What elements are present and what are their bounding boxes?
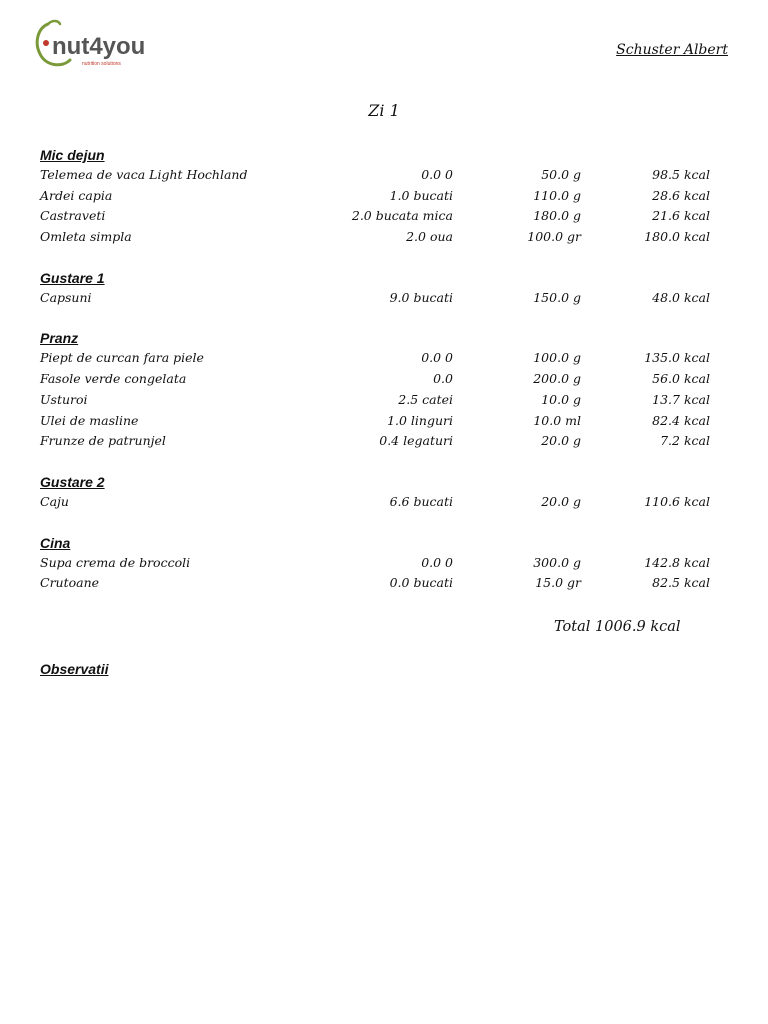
food-amount: 20.0 g bbox=[541, 433, 581, 449]
food-kcal: 13.7 kcal bbox=[652, 391, 710, 407]
logo-wordmark: nut4you bbox=[52, 33, 146, 60]
food-amount: 100.0 g bbox=[533, 350, 581, 366]
food-amount: 200.0 g bbox=[533, 371, 581, 387]
food-name: Frunze de patrunjel bbox=[40, 433, 166, 449]
food-row bbox=[40, 573, 712, 594]
food-quantity: 2.0 bucata mica bbox=[351, 208, 453, 224]
food-name: Fasole verde congelata bbox=[40, 371, 187, 387]
food-amount: 15.0 gr bbox=[535, 575, 581, 591]
meal-section-gustare-1 bbox=[40, 268, 712, 309]
nut4you-logo bbox=[34, 16, 154, 72]
food-row bbox=[40, 186, 712, 207]
food-row bbox=[40, 492, 712, 513]
food-name: Ardei capia bbox=[40, 187, 113, 203]
meal-section-gustare-2 bbox=[40, 472, 712, 513]
food-quantity: 2.5 catei bbox=[398, 391, 453, 407]
food-name: Castraveti bbox=[40, 208, 106, 224]
food-amount: 180.0 g bbox=[533, 208, 581, 224]
food-amount: 10.0 ml bbox=[533, 412, 581, 428]
food-name: Supa crema de broccoli bbox=[40, 554, 191, 570]
meal-section-pranz bbox=[40, 328, 712, 451]
food-name: Usturoi bbox=[40, 391, 88, 407]
food-quantity: 9.0 bucati bbox=[389, 289, 453, 305]
food-row bbox=[40, 165, 712, 186]
food-kcal: 135.0 kcal bbox=[644, 350, 710, 366]
food-quantity: 0.0 0 bbox=[421, 350, 453, 366]
meal-section-mic-dejun bbox=[40, 145, 712, 248]
food-kcal: 56.0 kcal bbox=[652, 371, 710, 387]
food-name: Capsuni bbox=[40, 289, 92, 305]
food-amount: 20.0 g bbox=[541, 493, 581, 509]
meal-title: Mic dejun bbox=[40, 147, 105, 163]
logo-tagline: nutrition solutions bbox=[82, 61, 121, 67]
food-row bbox=[40, 206, 712, 227]
food-kcal: 110.6 kcal bbox=[644, 493, 710, 509]
food-amount: 150.0 g bbox=[533, 289, 581, 305]
meal-title: Pranz bbox=[40, 330, 79, 347]
food-row bbox=[40, 227, 712, 248]
food-kcal: 98.5 kcal bbox=[652, 167, 710, 182]
food-name: Caju bbox=[40, 493, 69, 509]
food-kcal: 21.6 kcal bbox=[652, 208, 710, 224]
food-quantity: 0.0 0 bbox=[421, 554, 453, 570]
food-quantity: 0.0 0 bbox=[421, 167, 453, 182]
food-kcal: 82.4 kcal bbox=[652, 412, 710, 428]
food-amount: 100.0 gr bbox=[527, 229, 581, 245]
meal-plan bbox=[40, 145, 712, 614]
food-row bbox=[40, 369, 712, 390]
food-kcal: 7.2 kcal bbox=[660, 433, 710, 449]
food-name: Omleta simpla bbox=[40, 229, 132, 245]
food-kcal: 82.5 kcal bbox=[652, 575, 710, 591]
food-amount: 300.0 g bbox=[533, 554, 581, 570]
food-amount: 50.0 g bbox=[541, 167, 581, 182]
food-kcal: 180.0 kcal bbox=[644, 229, 710, 245]
food-row bbox=[40, 390, 712, 411]
food-quantity: 2.0 oua bbox=[406, 229, 453, 245]
food-quantity: 0.4 legaturi bbox=[379, 433, 453, 449]
food-name: Telemea de vaca Light Hochland bbox=[40, 167, 248, 182]
meal-title: Gustare 1 bbox=[40, 269, 105, 286]
food-quantity: 6.6 bucati bbox=[389, 493, 453, 509]
food-row bbox=[40, 348, 712, 369]
food-row bbox=[40, 431, 712, 452]
food-kcal: 48.0 kcal bbox=[652, 289, 710, 305]
client-name: Schuster Albert bbox=[616, 42, 728, 58]
food-quantity: 1.0 linguri bbox=[387, 412, 453, 428]
food-row bbox=[40, 411, 712, 432]
meal-section-cina bbox=[40, 533, 712, 594]
food-name: Crutoane bbox=[40, 575, 100, 591]
day-title: Zi 1 bbox=[368, 101, 400, 120]
food-kcal: 142.8 kcal bbox=[644, 554, 710, 570]
meal-title: Cina bbox=[40, 534, 71, 551]
food-kcal: 28.6 kcal bbox=[652, 187, 710, 203]
food-quantity: 1.0 bucati bbox=[389, 187, 453, 203]
food-name: Ulei de masline bbox=[40, 412, 139, 428]
food-name: Piept de curcan fara piele bbox=[40, 350, 204, 366]
food-amount: 110.0 g bbox=[533, 187, 581, 203]
food-row bbox=[40, 288, 712, 309]
meal-title: Gustare 2 bbox=[40, 473, 105, 490]
total-calories: Total 1006.9 kcal bbox=[554, 619, 681, 635]
food-quantity: 0.0 bbox=[433, 371, 453, 387]
food-row bbox=[40, 553, 712, 574]
food-amount: 10.0 g bbox=[541, 391, 581, 407]
food-quantity: 0.0 bucati bbox=[389, 575, 453, 591]
observations-heading: Observatii bbox=[40, 661, 109, 677]
